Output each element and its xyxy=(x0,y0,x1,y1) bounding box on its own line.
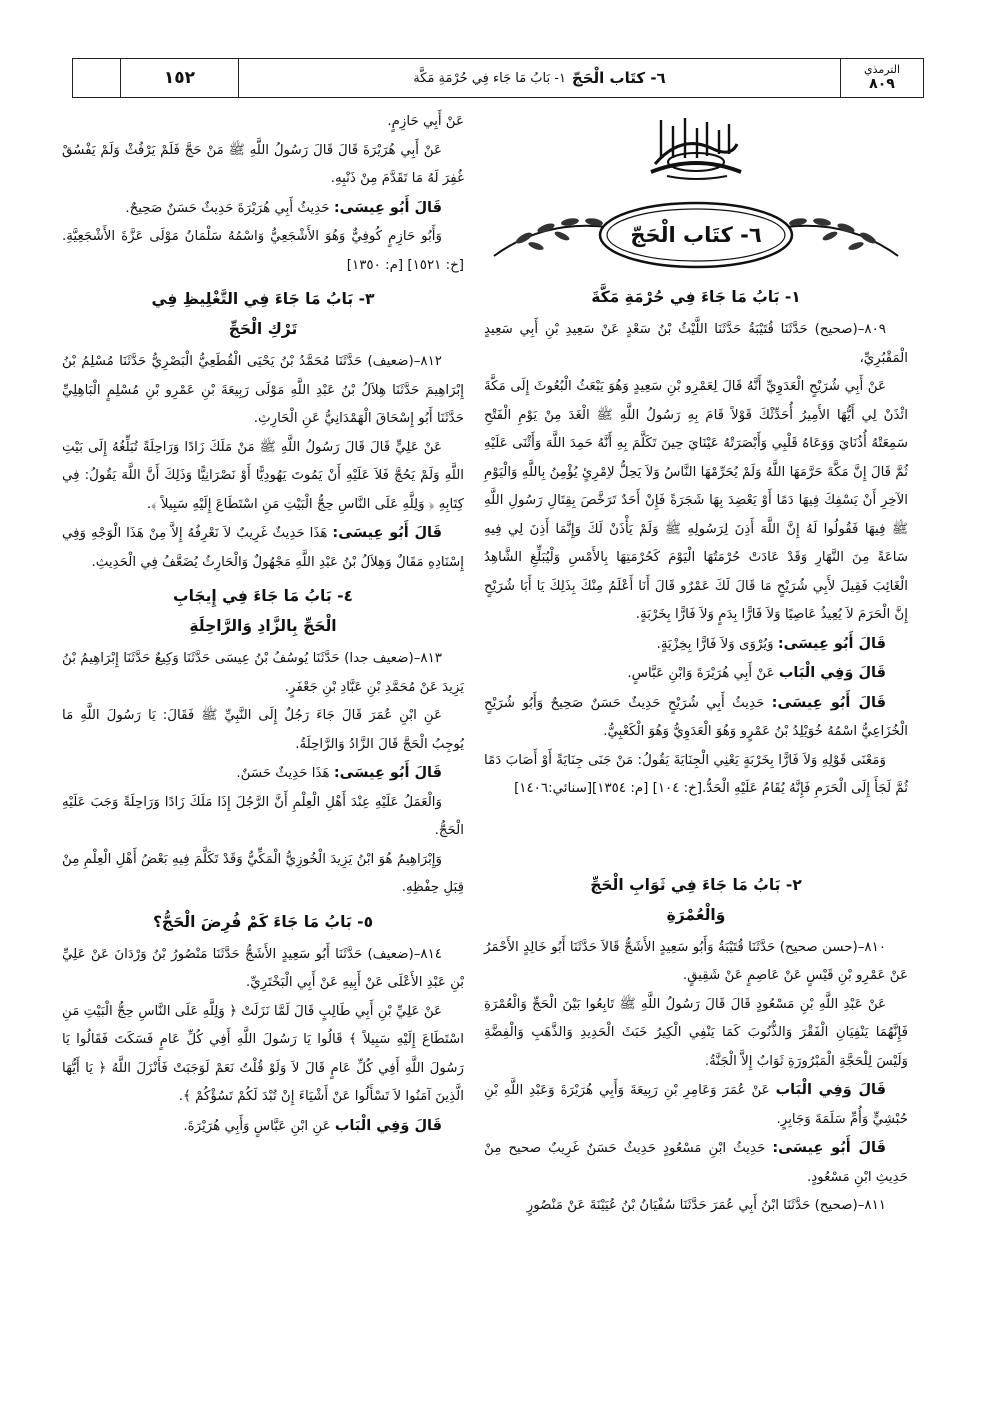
bab5-title: ٥- بَابُ مَا جَاءَ كَمْ فُرِضَ الْحَجُّ؟ xyxy=(152,912,374,931)
comment-label: قَالَ وَفِي الْبَاب xyxy=(775,1082,886,1098)
comment-text: حَدِيثُ ابْنِ مَسْعُودٍ حَدِيثٌ حَسَنٌ غَرِيبٌ صحيح مِنْ حَدِيثِ ابْنِ مَسْعُودٍ. xyxy=(484,1141,908,1185)
comment-812-1 xyxy=(62,519,464,577)
hadith-813-sanad: ٨١٣–(ضعيف جدا) حَدَّثَنَا يُوسُفُ بْنُ عِيسَى حَدَّثَنَا وَكِيعٌ حَدَّثَنَا إِبْرَاهِيمُ بْنُ يَزِيدَ عَنْ مُحَمَّدِ بْنِ عَبَّادِ بْنِ جَعْفَرٍ. xyxy=(62,651,464,695)
comment-811-1 xyxy=(62,194,464,224)
bab2-title-line2: وَالْعُمْرَةِ xyxy=(666,905,726,924)
comment-text: هَذَا حَدِيثٌ غَرِيبٌ لاَ نَعْرِفُهُ إِلاَّ مِنْ هَذَا الْوَجْهِ وَفِي إِسْنَادِهِ مَقَالٌ وَهِلاَلُ بْنُ عَبْدِ اللَّهِ مَجْهُولٌ وَالْحَارِثُ يُضَعَّفُ فِي الْحَدِيثِ. xyxy=(62,526,464,570)
comment-809-2 xyxy=(484,659,908,689)
header-ref-number: ٨٠٩ xyxy=(869,76,895,93)
hadith-814-sanad: ٨١٤–(ضعيف) حَدَّثَنَا أَبُو سَعِيدٍ الأَشَجُّ حَدَّثَنَا مَنْصُورُ بْنُ وَرْدَانَ عَنْ عَلِيِّ بْنِ عَبْدِ الأَعْلَى عَنْ أَبِيهِ عَنْ أَبِي الْبَخْتَرِيِّ. xyxy=(62,946,464,990)
header-ref-label: الترمذي xyxy=(863,62,901,76)
comment-813-1 xyxy=(62,759,464,789)
comment-text: وَيُرْوَى وَلاَ فَارًّا بِخِزْيَةٍ. xyxy=(656,636,774,652)
header-blank-cell xyxy=(73,59,121,97)
comment-text: عَنْ عُمَرَ وَعَامِرِ بْنِ رَبِيعَةَ وَأَبِي هُرَيْرَةَ وَعَبْدِ اللَّهِ بْنِ حُبْشِيٍّ وَأُمِّ سَلَمَةَ وَجَابِرٍ. xyxy=(484,1083,908,1127)
bab1-title: ١- بَابُ مَا جَاءَ فِي حُرْمَةِ مَكَّةَ xyxy=(591,288,801,306)
comment-813-2: وَالْعَمَلُ عَلَيْهِ عِنْدَ أَهْلِ الْعِلْمِ أَنَّ الرَّجُلَ إِذَا مَلَكَ زَادًا وَرَاحِلَةً وَجَبَ عَلَيْهِ الْحَجُّ. xyxy=(62,794,464,838)
comment-label: قَالَ أَبُو عِيسَى: xyxy=(333,199,442,216)
comment-814-1 xyxy=(62,1112,464,1142)
comment-label: قَالَ وَفِي الْبَاب xyxy=(334,1117,442,1134)
hadith-811-sanad: ٨١١–(صحيح) حَدَّثَنَا ابْنُ أَبِي عُمَرَ حَدَّثَنَا سُفْيَانُ بْنُ عُيَيْنَةَ عَنْ مَنْصُورٍ xyxy=(526,1198,886,1213)
book-heading: ٦- كتَاب الْحَجّ xyxy=(630,223,762,247)
hadith-809-matn: عَنْ أَبِي شُرَيْحٍ الْعَدَوِيِّ أَنَّهُ قَالَ لِعَمْرِو بْنِ سَعِيدٍ وَهُوَ يَبْعَثُ الْبُعُوثَ إِلَى مَكَّةَ ائْذَنْ لِي أَيُّهَا الأَمِيرُ أُحَدِّثْكَ قَوْلاً قَامَ بِهِ رَسُولُ اللَّهِ ﷺ الْغَدَ مِنْ يَوْمِ الْفَتْحِ سَمِعَتْهُ أُذُنَايَ وَوَعَاهُ قَلْبِي وَأَبْصَرَتْهُ عَيْنَايَ حِينَ تَكَلَّمَ بِهِ أَنَّهُ حَمِدَ اللَّهَ وَأَثْنَى عَلَيْهِ ثُمَّ قَالَ إِنَّ مَكَّةَ حَرَّمَهَا اللَّهُ وَلَمْ يُحَرِّمْهَا النَّاسُ وَلاَ يَحِلُّ لاِمْرِئٍ يُؤْمِنُ بِاللَّهِ وَالْيَوْمِ الآخِرِ أَنْ يَسْفِكَ فِيهَا دَمًا أَوْ يَعْضِدَ بِهَا شَجَرَةً فَإِنْ أَحَدٌ تَرَخَّصَ بِقِتَالِ رَسُولِ اللَّهِ ﷺ فِيهَا فَقُولُوا لَهُ إِنَّ اللَّهَ أَذِنَ لِرَسُولِهِ ﷺ وَلَمْ يَأْذَنْ لَكَ وَإِنَّمَا أَذِنَ لِي فِيهِ سَاعَةً مِنَ النَّهَارِ وَقَدْ عَادَتْ حُرْمَتُهَا الْيَوْمَ كَحُرْمَتِهَا بِالأَمْسِ وَلْيُبَلِّغِ الشَّاهِدُ الْغَائِبَ فَقِيلَ لأَبِي شُرَيْحٍ مَا قَالَ لَكَ عَمْرٌو قَالَ أَنَا أَعْلَمُ مِنْكَ بِذَلِكَ يَا أَبَا شُرَيْحٍ إِنَّ الْحَرَمَ لاَ يُعِيذُ عَاصِيًا وَلاَ فَارًّا بِدَمٍ وَلاَ فَارًّا بِخَرْبَةٍ. xyxy=(484,379,908,622)
comment-811-2: وَأَبُو حَازِمٍ كُوفِيٌّ وَهُوَ الأَشْجَعِيُّ وَاسْمُهُ سَلْمَانُ مَوْلَى عَزَّةَ الأَشْجَعِيَّةِ. [خ: ١٥٢١] [م: ١٣٥٠] xyxy=(62,229,464,273)
comment-810-1 xyxy=(484,1076,908,1134)
hadith-809-sanad: ٨٠٩–(صحيح) حَدَّثَنَا قُتَيْبَةُ حَدَّثَنَا اللَّيْثُ بْنُ سَعْدٍ عَنْ سَعِيدِ بْنِ أَبِي سَعِيدٍ الْمَقْبُرِيِّ، xyxy=(484,322,908,366)
header-chapter-title: ١- بَابُ مَا جَاء فِي حُرْمَةِ مَكَّة xyxy=(413,70,566,86)
comment-text: هَذَا حَدِيثٌ حَسَنٌ. xyxy=(236,766,330,781)
bab4-title-line1: ٤- بَابُ مَا جَاءَ فِي إِيجَابِ xyxy=(173,587,353,605)
header-reference xyxy=(841,59,923,97)
comment-label: قَالَ أَبُو عِيسَى: xyxy=(771,694,887,711)
bab3-title-line1: ٣- بَابُ مَا جَاءَ فِي التَّغْلِيظِ فِي xyxy=(151,290,375,308)
bab2-title-line1: ٢- بَابُ مَا جَاءَ فِي ثَوَابِ الْحَجِّ xyxy=(590,875,802,894)
header-title xyxy=(239,59,841,97)
hadith-810-matn: عَنْ عَبْدِ اللَّهِ بْنِ مَسْعُودٍ قَالَ قَالَ رَسُولُ اللَّهِ ﷺ تَابِعُوا بَيْنَ الْحَجِّ وَالْعُمْرَةِ فَإِنَّهُمَا يَنْفِيَانِ الْفَقْرَ وَالذُّنُوبَ كَمَا يَنْفِي الْكِيرُ خَبَثَ الْحَدِيدِ وَالذَّهَبِ وَالْفِضَّةِ وَلَيْسَ لِلْحَجَّةِ الْمَبْرُورَةِ ثَوَابٌ إِلاَّ الْجَنَّةُ. xyxy=(484,996,908,1069)
right-column xyxy=(484,108,908,1221)
hadith-814-matn: عَنْ عَلِيِّ بْنِ أَبِي طَالِبٍ قَالَ لَمَّا نَزَلَتْ ﴿ وَلِلَّهِ عَلَى النَّاسِ حِجُّ الْبَيْتِ مَنِ اسْتَطَاعَ إِلَيْهِ سَبِيلاً ﴾ قَالُوا يَا رَسُولَ اللَّهِ أَفِي كُلِّ عَامٍ فَسَكَتَ فَقَالُوا يَا رَسُولَ اللَّهِ أَفِي كُلِّ عَامٍ قَالَ لاَ وَلَوْ قُلْتُ نَعَمْ لَوَجَبَتْ فَأَنْزَلَ اللَّهُ ﴿ يَا أَيُّهَا الَّذِينَ آمَنُوا لاَ تَسْأَلُوا عَنْ أَشْيَاءَ إِنْ تُبْدَ لَكُمْ تَسُؤْكُمْ ﴾. xyxy=(62,1003,464,1104)
chapter-banner xyxy=(484,194,908,276)
hadith-813-matn: عَنِ ابْنِ عُمَرَ قَالَ جَاءَ رَجُلٌ إِلَى النَّبِيِّ ﷺ فَقَالَ: يَا رَسُولَ اللَّهِ مَا يُوجِبُ الْحَجَّ قَالَ الزَّادُ وَالرَّاحِلَةُ. xyxy=(62,708,464,752)
bab3-title-line2: تَرْكِ الْحَجِّ xyxy=(228,320,298,338)
hadith-811-matn: عَنْ أَبِي هُرَيْرَةَ قَالَ قَالَ رَسُولُ اللَّهِ ﷺ مَنْ حَجَّ فَلَمْ يَرْفُثْ وَلَمْ يَفْسُقْ غُفِرَ لَهُ مَا تَقَدَّمَ مِنْ ذَنْبِهِ. xyxy=(62,142,464,186)
comment-text: عَنِ ابْنِ عَبَّاسٍ وَأَبِي هُرَيْرَةَ. xyxy=(183,1118,331,1134)
comment-text: حَدِيثُ أَبِي شُرَيْحٍ حَدِيثٌ حَسَنٌ صَحِيحٌ وَأَبُو شُرَيْحٍ الْخُزَاعِيُّ اسْمُهُ خُوَيْلِدُ بْنُ عَمْرٍو وَهُوَ الْعَدَوِيُّ وَهُوَ الْكَعْبِيُّ. xyxy=(484,695,908,739)
comment-label: قَالَ أَبُو عِيسَى: xyxy=(333,765,442,781)
page-number: ١٥٢ xyxy=(121,59,239,97)
comment-809-1 xyxy=(484,630,908,660)
hadith-812-sanad: ٨١٢–(ضعيف) حَدَّثَنَا مُحَمَّدُ بْنُ يَحْيَى الْقُطَعِيُّ الْبَصْرِيُّ حَدَّثَنَا مُسْلِمُ بْنُ إِبْرَاهِيمَ حَدَّثَنَا هِلاَلُ بْنُ عَبْدِ اللَّهِ مَوْلَى رَبِيعَةَ بْنِ عَمْرِو بْنِ مُسْلِمٍ الْبَاهِلِيِّ حَدَّثَنَا أَبُو إِسْحَاقَ الْهَمْدَانِيُّ عَنِ الْحَارِثِ. xyxy=(62,354,464,426)
section-gap xyxy=(484,804,908,866)
comment-label: قَالَ أَبُو عِيسَى: xyxy=(772,1140,886,1156)
bab4-title-line2: الْحَجِّ بِالزَّادِ وَالرَّاحِلَةِ xyxy=(189,617,337,635)
hadith-810-sanad: ٨١٠–(حسن صحيح) حَدَّثَنَا قُتَيْبَةُ وَأَبُو سَعِيدٍ الأَشَجُّ قَالاَ حَدَّثَنَا أَبُو خَالِدٍ الأَحْمَرُ عَنْ عَمْرِو بْنِ قَيْسٍ عَنْ عَاصِمٍ عَنْ شَقِيقٍ. xyxy=(484,939,908,983)
basmala-calligraphy xyxy=(484,114,908,184)
comment-809-3 xyxy=(484,689,908,747)
comment-label: قَالَ وَفِي الْبَاب xyxy=(778,665,886,681)
comment-label: قَالَ أَبُو عِيسَى: xyxy=(332,525,442,541)
comment-809-4: وَمَعْنَى قَوْلِهِ وَلاَ فَارًّا بِخَرْبَةٍ يَعْنِي الْجِنَايَةَ يَقُولُ: مَنْ جَنَى جِنَايَةً أَوْ أَصَابَ دَمًا ثُمَّ لَجَأَ إِلَى الْحَرَمِ فَإِنَّهُ يُقَامُ عَلَيْهِ الْحَدُّ.[خ: ١٠٤] [م: ١٣٥٤][سنائي:١٤٠٦] xyxy=(484,752,908,796)
hadith-811-cont-1: عَنْ أَبِي حَازِمٍ. xyxy=(387,114,464,129)
comment-text: عَنْ أَبِي هُرَيْرَةَ وَابْنِ عَبَّاسٍ. xyxy=(627,666,775,681)
running-header xyxy=(72,58,924,98)
calligraphy-ornament xyxy=(641,114,751,184)
comment-label: قَالَ أَبُو عِيسَى: xyxy=(777,635,886,652)
header-book-title: ٦- كتَاب الْحَجّ xyxy=(571,69,666,87)
hadith-812-matn: عَنْ عَلِيٍّ قَالَ قَالَ رَسُولُ اللَّهِ ﷺ مَنْ مَلَكَ زَادًا وَرَاحِلَةً تُبَلِّغُهُ إِلَى بَيْتِ اللَّهِ وَلَمْ يَحُجَّ فَلاَ عَلَيْهِ أَنْ يَمُوتَ يَهُودِيًّا أَوْ نَصْرَانِيًّا وَذَلِكَ أَنَّ اللَّهَ يَقُولُ: فِي كِتَابِهِ ﴿ وَلِلَّهِ عَلَى النَّاسِ حِجُّ الْبَيْتِ مَنِ اسْتَطَاعَ إِلَيْهِ سَبِيلاً ﴾. xyxy=(62,439,464,512)
comment-810-2 xyxy=(484,1134,908,1192)
comment-813-3: وَإِبْرَاهِيمُ هُوَ ابْنُ يَزِيدَ الْخُوزِيُّ الْمَكِّيُّ وَقَدْ تَكَلَّمَ فِيهِ بَعْضُ أَهْلِ الْعِلْمِ مِنْ قِبَلِ حِفْظِهِ. xyxy=(62,851,464,895)
comment-text: حَدِيثُ أَبِي هُرَيْرَةَ حَدِيثٌ حَسَنٌ صَحِيحٌ. xyxy=(125,200,330,216)
left-column xyxy=(62,108,464,1141)
